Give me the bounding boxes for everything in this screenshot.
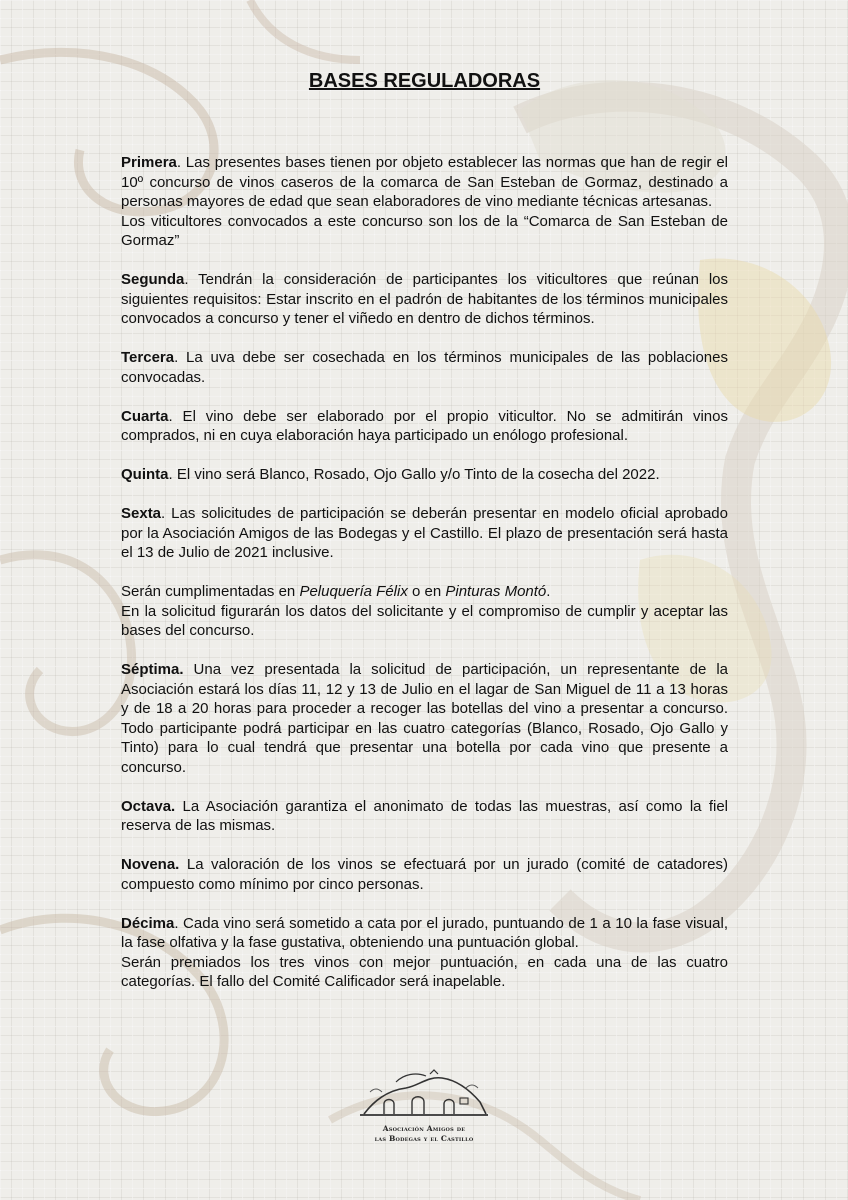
- clause-paragraph: [121, 270, 728, 329]
- clause-label: Novena.: [121, 856, 180, 873]
- clause-paragraph: Los viticultores convocados a este concurso son los de la “Comarca de San Esteban de Gormaz”: [121, 212, 728, 249]
- clause-quinta: [121, 465, 728, 485]
- clause-text: . Tendrán la consideración de participantes los viticultores que reúnan los siguientes requisitos: Estar inscrito en el padrón de habitantes de los términos municipales convocados a concurso y tener el viñedo en dentro de dichos términos.: [121, 271, 728, 327]
- place-name: Pinturas Montó: [445, 583, 547, 600]
- clause-paragraph: [121, 582, 728, 602]
- clause-novena: [121, 855, 728, 894]
- clause-paragraph: En la solicitud figurarán los datos del solicitante y el compromiso de cumplir y aceptar las bases del concurso.: [121, 602, 728, 639]
- clause-paragraph: Serán premiados los tres vinos con mejor puntuación, en cada una de las cuatro categorías. El fallo del Comité Calificador será inapelable.: [121, 953, 728, 990]
- place-name: Peluquería Félix: [299, 583, 408, 600]
- document-body: [121, 70, 728, 1011]
- clause-text: . La uva debe ser cosechada en los términos municipales de las poblaciones convocadas.: [121, 349, 728, 386]
- clause-paragraph: [121, 465, 728, 485]
- clause-tercera: [121, 348, 728, 387]
- clause-label: Cuarta: [121, 407, 169, 425]
- places-intro: Serán cumplimentadas en: [121, 583, 300, 600]
- clause-paragraph: [121, 914, 728, 953]
- clause-paragraph: [121, 153, 728, 212]
- clause-text: . El vino será Blanco, Rosado, Ojo Gallo y/o Tinto de la cosecha del 2022.: [168, 466, 660, 483]
- clause-text: . Las presentes bases tienen por objeto establecer las normas que han de regir el 10º concurso de vinos caseros de la comarca de San Esteban de Gormaz, destinado a personas mayores de edad que sean elaboradores de vino mediante técnicas artesanas.: [121, 154, 728, 210]
- places-end: .: [546, 583, 551, 600]
- clause-text: La valoración de los vinos se efectuará por un jurado (comité de catadores) compuesto como mínimo por cinco personas.: [121, 856, 728, 893]
- clause-text: . Las solicitudes de participación se deberán presentar en modelo oficial aprobado por la Asociación Amigos de las Bodegas y el Castillo. El plazo de presentación será hasta el 13 de Julio de 2021 inclusive.: [121, 505, 728, 561]
- clause-paragraph: [121, 407, 728, 446]
- swirl-shape-2: [0, 555, 132, 732]
- clause-segunda: [121, 270, 728, 329]
- clause-paragraph: [121, 797, 728, 836]
- clause-sexta-places: [121, 582, 728, 641]
- clause-paragraph: [121, 855, 728, 894]
- places-join: o en: [407, 583, 446, 600]
- logo-line-1: Asociación Amigos de: [382, 1124, 466, 1133]
- bodega-sketch-icon: [356, 1068, 492, 1124]
- clause-text: La Asociación garantiza el anonimato de todas las muestras, así como la fiel reserva de las mismas.: [121, 797, 728, 834]
- clause-text: Una vez presentada la solicitud de participación, un representante de la Asociación estará los días 11, 12 y 13 de Julio en el lagar de San Miguel de 11 a 13 horas y de 18 a 20 horas para proceder a recoger las botellas del vino a presentar a concurso. Todo participante podrá participar en las cuatro categorías (Blanco, Rosado, Ojo Gallo y Tinto) para lo cual tendrá que presentar una botella por cada vino que presente a concurso.: [121, 661, 728, 776]
- clause-label: Séptima.: [121, 661, 184, 678]
- clause-paragraph: [121, 504, 728, 563]
- clause-label: Décima: [121, 914, 175, 932]
- logo-line-2: las Bodegas y el Castillo: [374, 1134, 474, 1143]
- swirl-shape-5: [250, 0, 360, 60]
- association-logo: [356, 1068, 492, 1148]
- clause-label: Quinta: [121, 466, 169, 483]
- clause-decima: [121, 914, 728, 992]
- clause-paragraph: [121, 660, 728, 777]
- clause-octava: [121, 797, 728, 836]
- clause-primera: [121, 153, 728, 251]
- clause-text: . El vino debe ser elaborado por el propio viticultor. No se admitirán vinos comprados, ni en cuya elaboración haya participado un enólogo profesional.: [121, 407, 728, 444]
- clause-septima: [121, 660, 728, 777]
- clause-cuarta: [121, 407, 728, 446]
- clause-label: Tercera: [121, 349, 175, 366]
- clause-label: Primera: [121, 154, 177, 171]
- clause-label: Sexta: [121, 505, 162, 522]
- clause-label: Segunda: [121, 271, 185, 288]
- clause-text: . Cada vino será sometido a cata por el jurado, puntuando de 1 a 10 la fase visual, la fase olfativa y la fase gustativa, obteniendo una puntuación global.: [121, 914, 728, 951]
- clause-sexta: [121, 504, 728, 563]
- clause-paragraph: [121, 348, 728, 387]
- page-title: BASES REGULADORAS: [308, 70, 541, 92]
- clause-label: Octava.: [121, 797, 176, 815]
